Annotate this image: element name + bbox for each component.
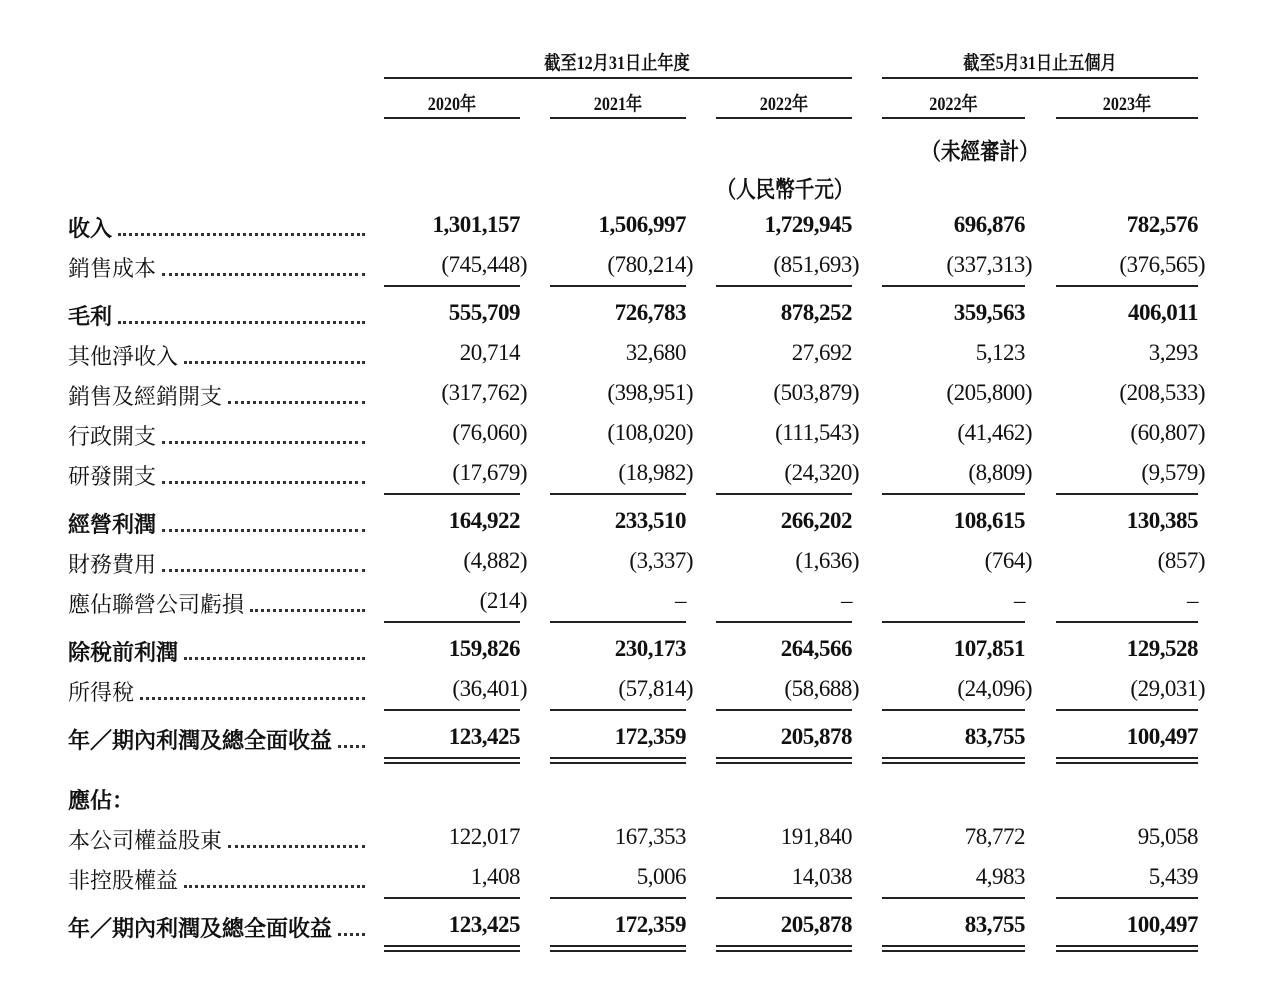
- subtotal-rule: [716, 285, 852, 287]
- total-double-rule: [716, 757, 852, 759]
- dot-leader: [140, 697, 365, 700]
- total-double-rule: [882, 757, 1025, 759]
- cell-value: (205,800): [946, 380, 1032, 405]
- dot-leader: [162, 273, 365, 276]
- row-label: [68, 508, 368, 539]
- row-label: [68, 548, 368, 579]
- cell-value: 726,783: [614, 300, 686, 325]
- subtotal-rule: [882, 709, 1025, 711]
- dot-leader: [162, 529, 365, 532]
- cell-value: (24,320): [784, 460, 859, 485]
- cell-value: 4,983: [975, 864, 1025, 889]
- row-label: [68, 212, 368, 243]
- cell-value: 164,922: [448, 508, 520, 533]
- dot-leader: [162, 441, 365, 444]
- table-row: [0, 630, 1270, 670]
- cell-value: –: [1187, 588, 1198, 613]
- total-double-rule: [384, 945, 520, 947]
- cell-value: 230,173: [614, 636, 686, 661]
- cell-value: (29,031): [1130, 676, 1205, 701]
- dot-leader: [184, 657, 365, 660]
- cell-value: (41,462): [957, 420, 1032, 445]
- row-label: [68, 460, 368, 491]
- row-label-text: 年／期內利潤及總全面收益: [68, 728, 333, 753]
- total-double-rule: [882, 762, 1025, 764]
- dot-leader: [162, 569, 365, 572]
- total-double-rule: [550, 757, 686, 759]
- year-header: 2022年: [929, 94, 978, 115]
- cell-value: 3,293: [1148, 340, 1198, 365]
- cell-value: 555,709: [448, 300, 520, 325]
- subtotal-rule: [1056, 493, 1198, 495]
- row-label: [68, 676, 368, 707]
- row-label-text: 本公司權益股東: [68, 828, 223, 853]
- row-label-text: 應佔：: [68, 788, 135, 813]
- row-label: [68, 252, 368, 283]
- subtotal-rule: [384, 621, 520, 623]
- cell-value: 205,878: [780, 912, 852, 937]
- table-row: [0, 206, 1270, 246]
- table-row: [0, 582, 1270, 622]
- row-label: [68, 724, 368, 755]
- dot-leader: [118, 233, 365, 236]
- total-double-rule: [550, 762, 686, 764]
- table-row: [0, 502, 1270, 542]
- row-label-text: 其他淨收入: [68, 344, 179, 369]
- header-rule: [384, 77, 852, 79]
- total-double-rule: [384, 950, 520, 952]
- row-label-text: 所得稅: [68, 680, 135, 705]
- year-rule: [1056, 117, 1198, 119]
- row-label-text: 行政開支: [68, 424, 157, 449]
- dot-leader: [250, 609, 365, 612]
- cell-value: (503,879): [773, 380, 859, 405]
- subtotal-rule: [550, 493, 686, 495]
- cell-value: (58,688): [784, 676, 859, 701]
- year-header: 2022年: [759, 94, 809, 115]
- cell-value: 100,497: [1126, 912, 1198, 937]
- subtotal-rule: [550, 621, 686, 623]
- row-label-text: 毛利: [68, 304, 113, 329]
- total-double-rule: [1056, 950, 1198, 952]
- table-row: [0, 246, 1270, 286]
- cell-value: (780,214): [607, 252, 693, 277]
- cell-value: 233,510: [614, 508, 686, 533]
- total-double-rule: [1056, 757, 1198, 759]
- cell-value: 95,058: [1137, 824, 1198, 849]
- cell-value: 782,576: [1126, 212, 1198, 237]
- cell-value: (398,951): [607, 380, 693, 405]
- cell-value: 130,385: [1126, 508, 1198, 533]
- row-label-text: 應佔聯營公司虧損: [68, 592, 245, 617]
- cell-value: 14,038: [791, 864, 852, 889]
- unaudited-note: （未經審計）: [921, 139, 1039, 164]
- currency-note: （人民幣千元）: [716, 177, 854, 202]
- cell-value: 78,772: [964, 824, 1025, 849]
- cell-value: 27,692: [791, 340, 852, 365]
- row-label-text: 除稅前利潤: [68, 640, 179, 665]
- table-row: [0, 906, 1270, 946]
- cell-value: 100,497: [1126, 724, 1198, 749]
- cell-value: (745,448): [441, 252, 527, 277]
- cell-value: (9,579): [1141, 460, 1205, 485]
- year-header: 2020年: [427, 94, 477, 115]
- row-label: [68, 380, 368, 411]
- cell-value: –: [1014, 588, 1025, 613]
- total-double-rule: [882, 950, 1025, 952]
- dot-leader: [228, 845, 365, 848]
- table-row: [0, 778, 1270, 818]
- cell-value: (111,543): [775, 420, 859, 445]
- row-label: [68, 588, 368, 619]
- subtotal-rule: [882, 621, 1025, 623]
- dot-leader: [228, 401, 365, 404]
- table-row: [0, 818, 1270, 858]
- cell-value: (76,060): [452, 420, 527, 445]
- total-double-rule: [384, 757, 520, 759]
- cell-value: (60,807): [1130, 420, 1205, 445]
- row-label-text: 年／期內利潤及總全面收益: [68, 916, 333, 941]
- cell-value: (3,337): [629, 548, 693, 573]
- cell-value: 167,353: [614, 824, 686, 849]
- cell-value: 83,755: [964, 912, 1025, 937]
- cell-value: (214): [479, 588, 527, 613]
- cell-value: –: [841, 588, 852, 613]
- cell-value: (4,882): [463, 548, 527, 573]
- cell-value: (208,533): [1119, 380, 1205, 405]
- table-row: [0, 858, 1270, 898]
- cell-value: 123,425: [448, 912, 520, 937]
- cell-value: 5,439: [1148, 864, 1198, 889]
- cell-value: (8,809): [968, 460, 1032, 485]
- cell-value: 696,876: [953, 212, 1025, 237]
- subtotal-rule: [550, 897, 686, 899]
- row-label: [68, 912, 368, 943]
- header-group-annual: 截至12月31日止年度: [544, 53, 690, 74]
- subtotal-rule: [1056, 285, 1198, 287]
- year-header: 2021年: [593, 94, 643, 115]
- cell-value: 266,202: [780, 508, 852, 533]
- cell-value: (36,401): [452, 676, 527, 701]
- row-label-text: 非控股權益: [68, 868, 179, 893]
- total-double-rule: [1056, 762, 1198, 764]
- table-row: [0, 542, 1270, 582]
- cell-value: 359,563: [953, 300, 1025, 325]
- year-rule: [384, 117, 520, 119]
- row-label: [68, 784, 368, 815]
- dot-leader: [184, 885, 365, 888]
- cell-value: (24,096): [957, 676, 1032, 701]
- subtotal-rule: [1056, 621, 1198, 623]
- table-row: [0, 414, 1270, 454]
- row-label-text: 銷售及經銷開支: [68, 384, 223, 409]
- row-label: [68, 824, 368, 855]
- cell-value: (1,636): [795, 548, 859, 573]
- subtotal-rule: [716, 897, 852, 899]
- cell-value: 1,729,945: [764, 212, 852, 237]
- cell-value: 5,006: [636, 864, 686, 889]
- dot-leader: [162, 481, 365, 484]
- cell-value: 1,301,157: [432, 212, 520, 237]
- subtotal-rule: [550, 285, 686, 287]
- year-rule: [716, 117, 852, 119]
- cell-value: 123,425: [448, 724, 520, 749]
- cell-value: (57,814): [618, 676, 693, 701]
- cell-value: 5,123: [975, 340, 1025, 365]
- cell-value: (17,679): [452, 460, 527, 485]
- cell-value: 159,826: [448, 636, 520, 661]
- cell-value: 32,680: [625, 340, 686, 365]
- table-row: [0, 294, 1270, 334]
- subtotal-rule: [384, 709, 520, 711]
- table-row: [0, 718, 1270, 758]
- cell-value: 172,359: [614, 912, 686, 937]
- cell-value: 878,252: [780, 300, 852, 325]
- subtotal-rule: [716, 709, 852, 711]
- cell-value: (857): [1157, 548, 1205, 573]
- row-label-text: 收入: [68, 216, 113, 241]
- cell-value: 107,851: [953, 636, 1025, 661]
- row-label: [68, 420, 368, 451]
- cell-value: 406,011: [1128, 300, 1198, 325]
- cell-value: (376,565): [1119, 252, 1205, 277]
- cell-value: 108,615: [953, 508, 1025, 533]
- cell-value: 129,528: [1126, 636, 1198, 661]
- dot-leader: [118, 321, 365, 324]
- cell-value: 205,878: [780, 724, 852, 749]
- row-label-text: 經營利潤: [68, 512, 157, 537]
- cell-value: (317,762): [441, 380, 527, 405]
- subtotal-rule: [384, 897, 520, 899]
- subtotal-rule: [716, 621, 852, 623]
- year-rule: [882, 117, 1025, 119]
- subtotal-rule: [882, 285, 1025, 287]
- cell-value: (764): [984, 548, 1032, 573]
- subtotal-rule: [550, 709, 686, 711]
- row-label-text: 研發開支: [68, 464, 157, 489]
- total-double-rule: [716, 950, 852, 952]
- total-double-rule: [882, 945, 1025, 947]
- cell-value: (851,693): [773, 252, 859, 277]
- cell-value: –: [675, 588, 686, 613]
- header-group-five-months: 截至5月31日止五個月: [963, 53, 1117, 74]
- row-label-text: 銷售成本: [68, 256, 157, 281]
- year-rule: [550, 117, 686, 119]
- cell-value: 83,755: [964, 724, 1025, 749]
- subtotal-rule: [882, 493, 1025, 495]
- row-label: [68, 340, 368, 371]
- subtotal-rule: [1056, 897, 1198, 899]
- row-label: [68, 864, 368, 895]
- dot-leader: [184, 361, 365, 364]
- table-row: [0, 454, 1270, 494]
- subtotal-rule: [384, 493, 520, 495]
- subtotal-rule: [882, 897, 1025, 899]
- total-double-rule: [550, 950, 686, 952]
- year-header: 2023年: [1102, 94, 1152, 115]
- row-label: [68, 300, 368, 331]
- table-row: [0, 334, 1270, 374]
- total-double-rule: [716, 762, 852, 764]
- cell-value: 122,017: [448, 824, 520, 849]
- cell-value: (18,982): [618, 460, 693, 485]
- subtotal-rule: [716, 493, 852, 495]
- cell-value: 20,714: [459, 340, 520, 365]
- table-row: [0, 670, 1270, 710]
- header-rule: [882, 77, 1198, 79]
- cell-value: 191,840: [780, 824, 852, 849]
- table-row: [0, 374, 1270, 414]
- subtotal-rule: [1056, 709, 1198, 711]
- cell-value: 1,506,997: [598, 212, 686, 237]
- cell-value: 1,408: [470, 864, 520, 889]
- subtotal-rule: [384, 285, 520, 287]
- cell-value: (108,020): [607, 420, 693, 445]
- total-double-rule: [716, 945, 852, 947]
- cell-value: 264,566: [780, 636, 852, 661]
- cell-value: (337,313): [946, 252, 1032, 277]
- row-label-text: 財務費用: [68, 552, 157, 577]
- row-label: [68, 636, 368, 667]
- total-double-rule: [384, 762, 520, 764]
- total-double-rule: [1056, 945, 1198, 947]
- total-double-rule: [550, 945, 686, 947]
- cell-value: 172,359: [614, 724, 686, 749]
